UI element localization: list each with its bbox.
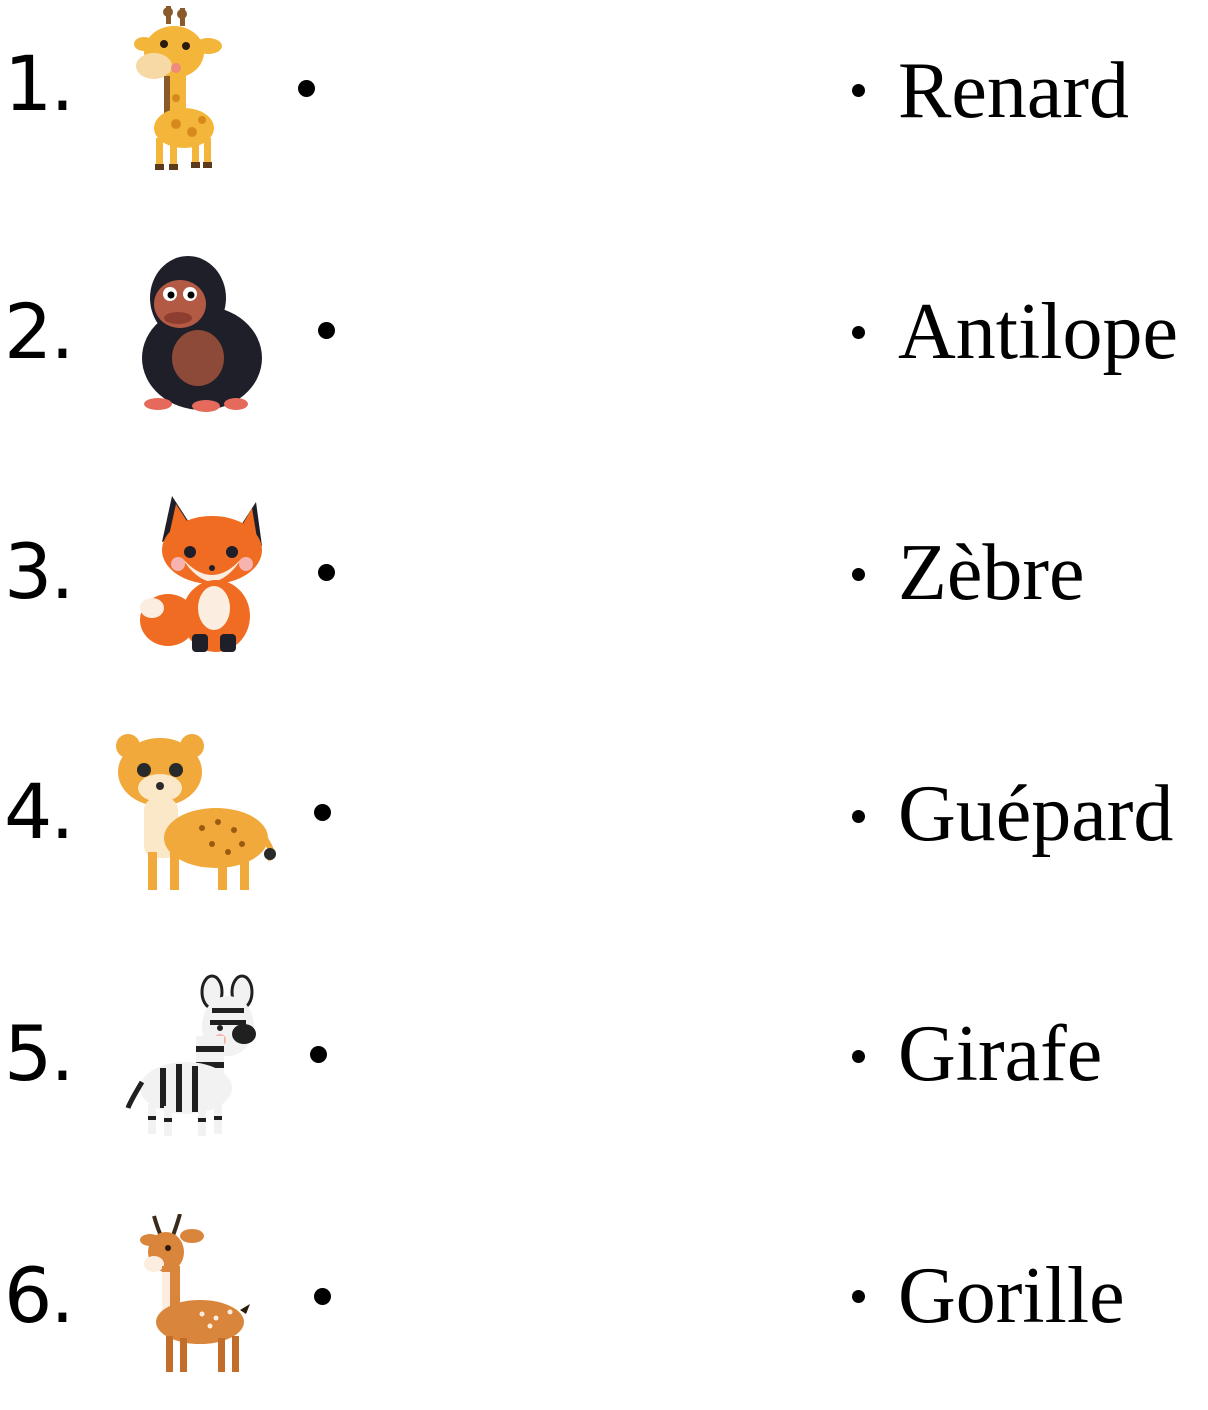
left-bullet[interactable] <box>298 80 315 97</box>
giraffe-icon <box>126 6 226 178</box>
word-label: Gorille <box>898 1252 1125 1340</box>
right-bullet[interactable] <box>852 326 865 339</box>
item-number: 4. <box>4 767 73 856</box>
right-bullet[interactable] <box>852 568 865 581</box>
item-number: 6. <box>4 1251 73 1340</box>
matching-row-6 <box>0 1210 1208 1410</box>
cheetah-icon <box>112 730 278 900</box>
item-number: 3. <box>4 527 73 616</box>
matching-row-3 <box>0 484 1208 684</box>
word-label: Renard <box>898 47 1130 135</box>
item-number: 5. <box>4 1009 73 1098</box>
word-label: Guépard <box>898 770 1174 858</box>
left-bullet[interactable] <box>310 1046 327 1063</box>
antelope-icon <box>136 1214 252 1376</box>
right-bullet[interactable] <box>852 84 865 97</box>
gorilla-icon <box>136 248 266 416</box>
matching-row-4 <box>0 726 1208 926</box>
right-bullet[interactable] <box>852 1290 865 1303</box>
item-number: 2. <box>4 287 73 376</box>
fox-icon <box>138 490 266 658</box>
left-bullet[interactable] <box>314 804 331 821</box>
left-bullet[interactable] <box>318 564 335 581</box>
matching-row-2 <box>0 242 1208 442</box>
left-bullet[interactable] <box>318 322 335 339</box>
zebra-icon <box>124 972 264 1142</box>
right-bullet[interactable] <box>852 1050 865 1063</box>
matching-row-5 <box>0 968 1208 1168</box>
right-bullet[interactable] <box>852 810 865 823</box>
matching-row-1 <box>0 0 1208 200</box>
word-label: Antilope <box>898 288 1178 376</box>
left-bullet[interactable] <box>314 1288 331 1305</box>
word-label: Zèbre <box>898 529 1085 617</box>
word-label: Girafe <box>898 1010 1103 1098</box>
item-number: 1. <box>4 39 73 128</box>
